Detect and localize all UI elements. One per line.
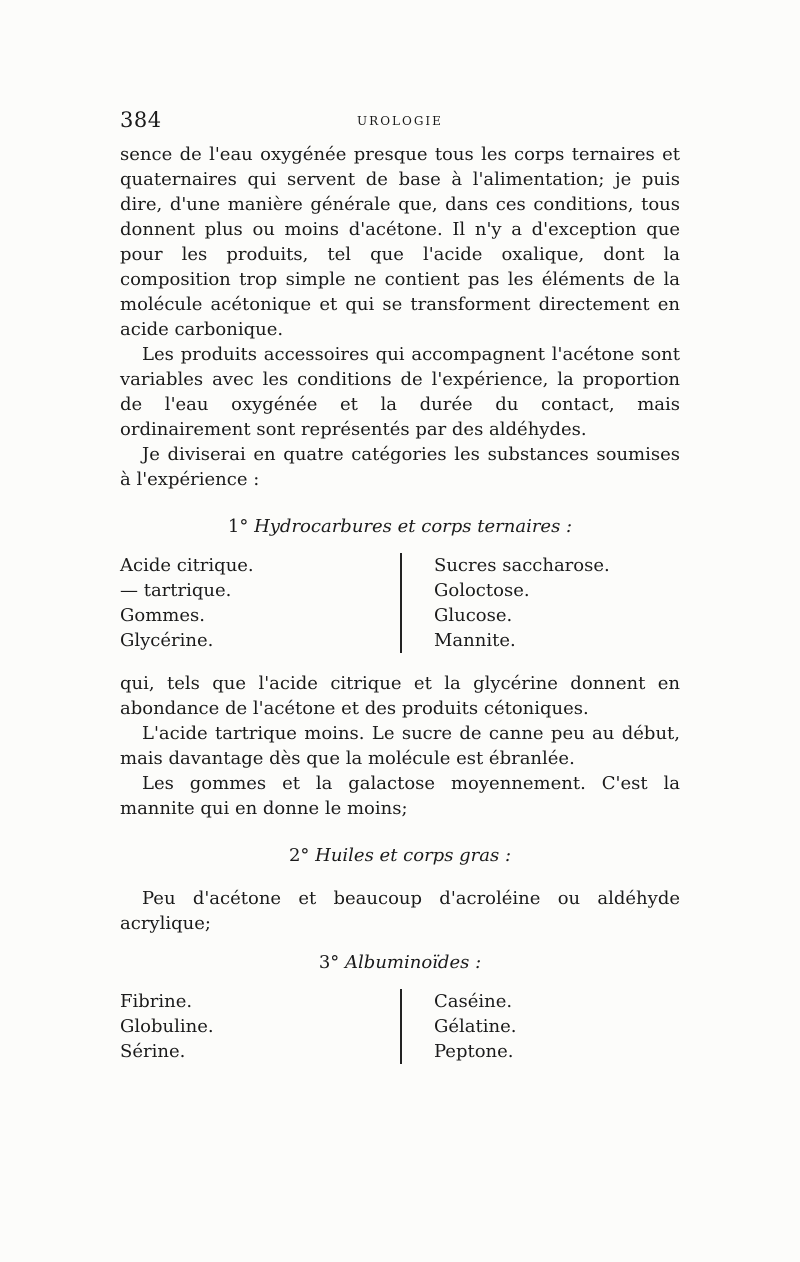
list-item: Caséine. — [434, 991, 513, 1012]
section-1-right-column — [400, 553, 680, 653]
section-3-heading — [120, 950, 680, 975]
list-item: Glucose. — [434, 605, 513, 626]
section-2-title: Huiles et corps gras : — [315, 845, 512, 866]
section-1-title: Hydrocarbures et corps ternaires : — [254, 516, 573, 537]
list-item: Fibrine. — [120, 991, 193, 1012]
book-page — [120, 108, 680, 1064]
page-header — [120, 108, 680, 142]
list-item: Mannite. — [434, 630, 516, 651]
section-1-number: 1° — [227, 516, 249, 537]
section-3-left-column — [120, 989, 400, 1064]
section-1-text-3: Les gommes et la galactose moyennement. C'est la mannite qui en donne le moins; — [120, 773, 680, 819]
list-item: Gommes. — [120, 605, 205, 626]
list-item: Peptone. — [434, 1041, 514, 1062]
list-item: Sérine. — [120, 1041, 186, 1062]
list-item: Sucres saccharose. — [434, 555, 610, 576]
section-1-list — [120, 553, 680, 653]
list-item: Goloctose. — [434, 580, 530, 601]
section-1-text-1: qui, tels que l'acide citrique et la glycérine donnent en abondance de l'acétone et des produits cétoniques. — [120, 673, 680, 719]
section-1-heading — [120, 514, 680, 539]
running-head: UROLOGIE — [357, 114, 443, 128]
section-2-text: Peu d'acétone et beaucoup d'acroléine ou aldéhyde acrylique; — [120, 888, 680, 934]
list-item: Acide citrique. — [120, 555, 254, 576]
section-2-heading — [120, 843, 680, 868]
section-2-number: 2° — [288, 845, 310, 866]
paragraph-2: Les produits accessoires qui accompagnent l'acétone sont variables avec les conditions de l'expérience, la proportion de l'eau oxygénée et la durée du contact, mais ordinairement sont représentés par des aldéhydes. — [120, 344, 680, 440]
section-3-number: 3° — [318, 952, 340, 973]
paragraph-3: Je diviserai en quatre catégories les substances soumises à l'expérience : — [120, 444, 680, 490]
section-3-list — [120, 989, 680, 1064]
list-item: Glycérine. — [120, 630, 214, 651]
paragraph-1: sence de l'eau oxygénée presque tous les corps ternaires et quaternaires qui servent de base à l'alimentation; je puis dire, d'une manière générale que, dans ces conditions, tous donnent plus ou moins d'acétone. Il n'y a d'exception que pour les produits, tel que l'acide oxalique, dont la composition trop simple ne contient pas les éléments de la molécule acétonique et qui se transforment directement en acide carbonique. — [120, 144, 680, 340]
page-number: 384 — [120, 108, 162, 132]
section-3-right-column — [400, 989, 680, 1064]
section-1-left-column — [120, 553, 400, 653]
list-item: Globuline. — [120, 1016, 214, 1037]
section-1-text-2: L'acide tartrique moins. Le sucre de canne peu au début, mais davantage dès que la molécule est ébranlée. — [120, 723, 680, 769]
list-item: Gélatine. — [434, 1016, 517, 1037]
list-item: — tartrique. — [120, 580, 232, 601]
section-3-title: Albuminoïdes : — [345, 952, 482, 973]
